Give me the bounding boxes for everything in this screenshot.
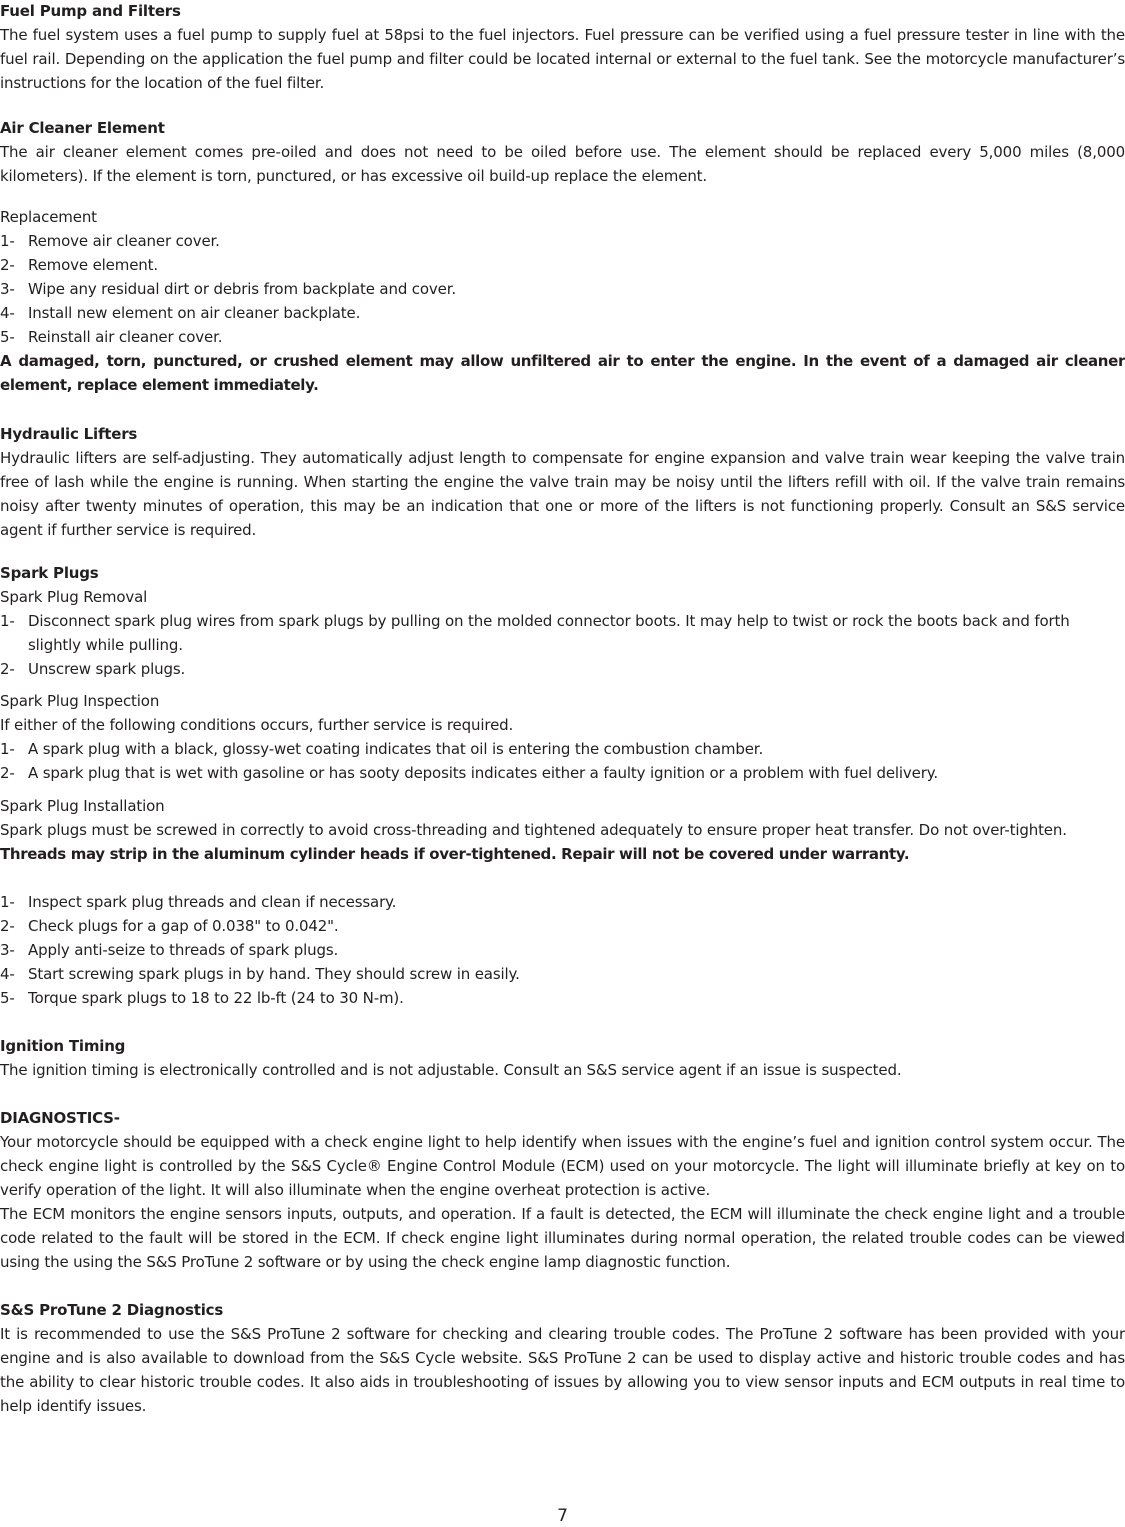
step-number: 3- <box>0 280 15 298</box>
fuel-heading: Fuel Pump and Filters <box>0 2 181 20</box>
step-number: 2- <box>0 917 15 935</box>
fuel-body: The fuel system uses a fuel pump to supply fuel at 58psi to the fuel injectors. Fuel pressure can be verified using a fuel pressure tester in line with the fuel rail. Depending on the application the fuel pump and filter could be located internal or external to the fuel tank. See the motorcycle manufacturer’s instructions for the location of the fuel filter. <box>0 26 1125 92</box>
spark-installation-steps <box>0 890 1125 1010</box>
step-number: 5- <box>0 328 15 346</box>
spark-inspection-label: Spark Plug Inspection <box>0 692 160 710</box>
spark-inspection <box>0 689 1125 785</box>
step-text: Inspect spark plug threads and clean if necessary. <box>28 893 397 911</box>
ignition-body: The ignition timing is electronically controlled and is not adjustable. Consult an S&S service agent if an issue is suspected. <box>0 1061 902 1079</box>
fuel-section <box>0 0 1125 95</box>
list-item <box>0 229 1125 253</box>
list-item <box>0 277 1125 301</box>
spark-installation-warning: Threads may strip in the aluminum cylinder heads if over-tightened. Repair will not be covered under warranty. <box>0 845 910 863</box>
ignition-section <box>0 1034 1125 1082</box>
spark-section <box>0 561 1125 681</box>
step-number: 4- <box>0 304 15 322</box>
air-body: The air cleaner element comes pre-oiled and does not need to be oiled before use. The element should be replaced every 5,000 miles (8,000 kilometers). If the element is torn, punctured, or has excessive oil build-up replace the element. <box>0 143 1125 185</box>
step-text: Torque spark plugs to 18 to 22 lb-ft (24 to 30 N-m). <box>28 989 404 1007</box>
step-number: 1- <box>0 893 15 911</box>
step-text: Check plugs for a gap of 0.038" to 0.042". <box>28 917 339 935</box>
step-text: Start screwing spark plugs in by hand. They should screw in easily. <box>28 965 520 983</box>
list-item <box>0 657 1125 681</box>
step-number: 2- <box>0 256 15 274</box>
diagnostics-section <box>0 1106 1125 1274</box>
step-number: 3- <box>0 941 15 959</box>
spark-heading: Spark Plugs <box>0 564 99 582</box>
step-number: 1- <box>0 232 15 250</box>
lifters-section <box>0 422 1125 542</box>
diagnostics-body-1: Your motorcycle should be equipped with a check engine light to help identify when issues with the engine’s fuel and ignition control system occur. The check engine light is controlled by the S&S Cycle® Engine Control Module (ECM) used on your motorcycle. The light will illuminate briefly at key on to verify operation of the light. It will also illuminate when the engine overheat protection is active. <box>0 1133 1125 1199</box>
step-text: Install new element on air cleaner backplate. <box>28 304 361 322</box>
step-number: 2- <box>0 660 15 678</box>
step-text: Wipe any residual dirt or debris from backplate and cover. <box>28 280 456 298</box>
diagnostics-body-2: The ECM monitors the engine sensors inputs, outputs, and operation. If a fault is detected, the ECM will illuminate the check engine light and a trouble code related to the fault will be stored in the ECM. If check engine light illuminates during normal operation, the related trouble codes can be viewed using the using the S&S ProTune 2 software or by using the check engine lamp diagnostic function. <box>0 1205 1125 1271</box>
step-text: A spark plug that is wet with gasoline or has sooty deposits indicates either a faulty ignition or a problem with fuel delivery. <box>28 764 938 782</box>
lifters-body: Hydraulic lifters are self-adjusting. They automatically adjust length to compensate for engine expansion and valve train wear keeping the valve train free of lash while the engine is running. When starting the engine the valve train may be noisy until the lifters refill with oil. If the valve train remains noisy after twenty minutes of operation, this may be an indication that one or more of the lifters is not functioning properly. Consult an S&S service agent if further service is required. <box>0 449 1125 539</box>
list-item <box>0 253 1125 277</box>
step-number: 4- <box>0 965 15 983</box>
list-item <box>0 761 1125 785</box>
step-text: Apply anti-seize to threads of spark plugs. <box>28 941 339 959</box>
step-text: Remove element. <box>28 256 159 274</box>
air-heading: Air Cleaner Element <box>0 119 165 137</box>
diagnostics-heading: DIAGNOSTICS- <box>0 1109 120 1127</box>
lifters-heading: Hydraulic Lifters <box>0 425 138 443</box>
air-replacement-label: Replacement <box>0 208 97 226</box>
spark-installation-intro: Spark plugs must be screwed in correctly to avoid cross-threading and tightened adequately to ensure proper heat transfer. Do not over-tighten. <box>0 821 1067 839</box>
list-item <box>0 301 1125 325</box>
list-item <box>0 986 1125 1010</box>
step-text: Unscrew spark plugs. <box>28 660 186 678</box>
list-item <box>0 325 1125 349</box>
ignition-heading: Ignition Timing <box>0 1037 126 1055</box>
step-text: Disconnect spark plug wires from spark plugs by pulling on the molded connector boots. It may help to twist or rock the boots back and forth slightly while pulling. <box>28 612 1070 654</box>
list-item <box>0 962 1125 986</box>
step-number: 1- <box>0 612 15 630</box>
list-item <box>0 609 1125 657</box>
list-item <box>0 938 1125 962</box>
air-replacement <box>0 205 1125 397</box>
protune-heading: S&S ProTune 2 Diagnostics <box>0 1301 224 1319</box>
step-text: Reinstall air cleaner cover. <box>28 328 223 346</box>
step-number: 2- <box>0 764 15 782</box>
protune-body: It is recommended to use the S&S ProTune 2 software for checking and clearing trouble codes. The ProTune 2 software has been provided with your engine and is also available to download from the S&S Cycle website. S&S ProTune 2 can be used to display active and historic trouble codes and has the ability to clear historic trouble codes. It also aids in troubleshooting of issues by allowing you to view sensor inputs and ECM outputs in real time to help identify issues. <box>0 1325 1125 1415</box>
list-item <box>0 890 1125 914</box>
air-warning: A damaged, torn, punctured, or crushed element may allow unfiltered air to enter the engine. In the event of a damaged air cleaner element, replace element immediately. <box>0 352 1125 394</box>
protune-section <box>0 1298 1125 1418</box>
page-number: 7 <box>557 1506 568 1526</box>
step-number: 5- <box>0 989 15 1007</box>
spark-installation <box>0 794 1125 866</box>
air-section <box>0 116 1125 188</box>
spark-installation-label: Spark Plug Installation <box>0 797 165 815</box>
list-item <box>0 914 1125 938</box>
step-text: A spark plug with a black, glossy-wet coating indicates that oil is entering the combustion chamber. <box>28 740 764 758</box>
step-text: Remove air cleaner cover. <box>28 232 220 250</box>
spark-inspection-intro: If either of the following conditions occurs, further service is required. <box>0 716 514 734</box>
spark-removal-label: Spark Plug Removal <box>0 588 148 606</box>
step-number: 1- <box>0 740 15 758</box>
list-item <box>0 737 1125 761</box>
